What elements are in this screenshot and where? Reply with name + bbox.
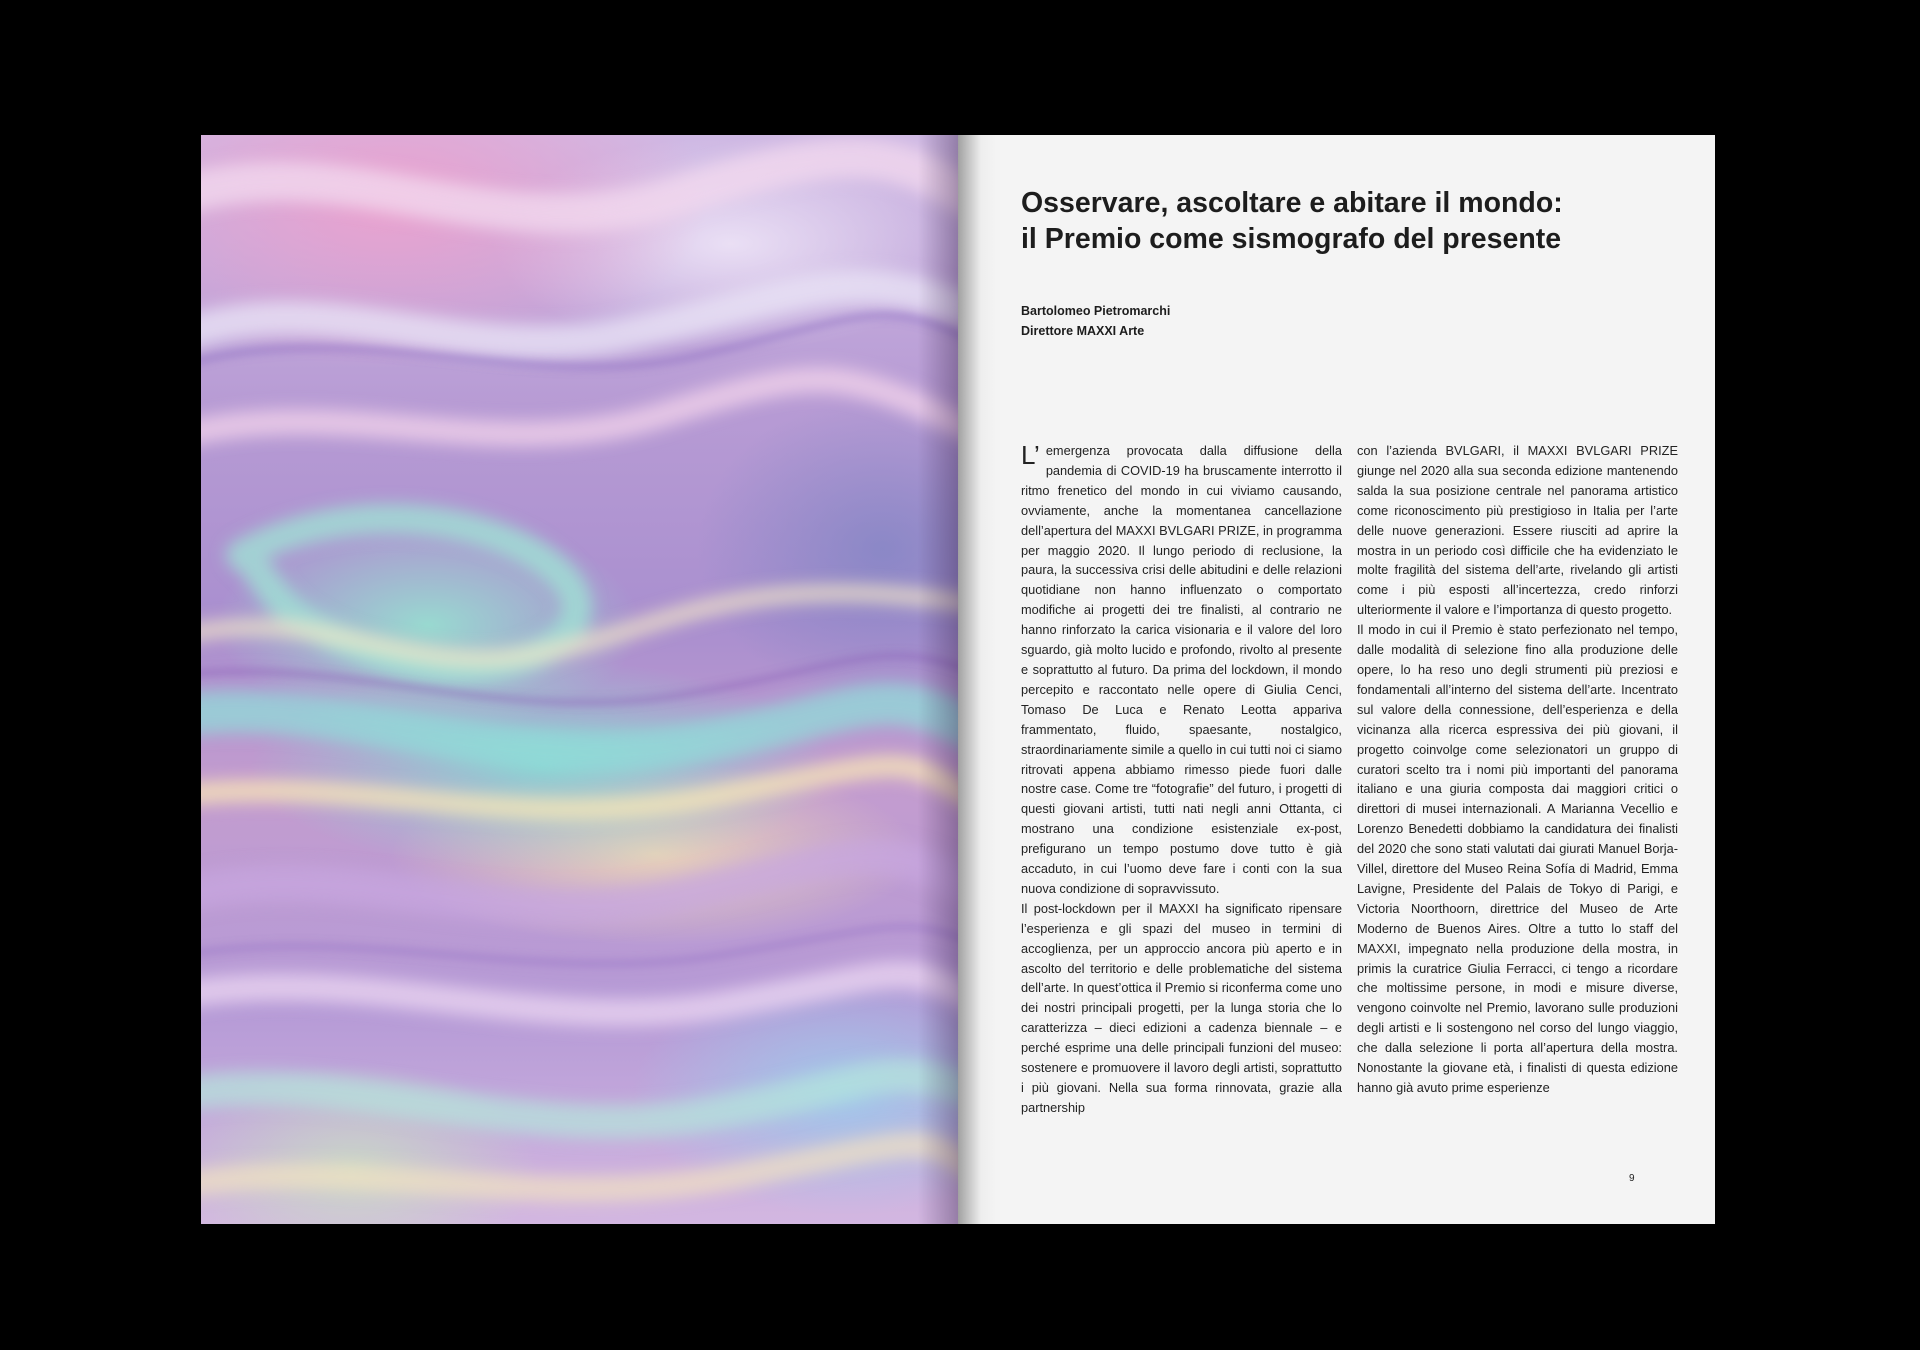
author-name: Bartolomeo Pietromarchi (1021, 304, 1171, 318)
article-page (958, 135, 1715, 1224)
paragraph: Il modo in cui il Premio è stato perfezionato nel tempo, dalle modalità di selezione fino alla produzione delle opere, lo ha reso uno degli strumenti più preziosi e fondamentali all’interno del sistema dell’arte. Incentrato sul valore della connessione, dell’esperienza e della vicinanza alla ricerca espressiva dei più giovani, il progetto coinvolge come selezionatori un gruppo di curatori scelto tra i nomi più importanti del panorama italiano e una giuria composta dai maggiori critici o direttori di musei internazionali. A Marianna Vecellio e Lorenzo Benedetti dobbiamo la candidatura dei finalisti del 2020 che sono stati valutati dai giurati Manuel Borja-Villel, direttore del Museo Reina Sofía di Madrid, Emma Lavigne, Presidente del Palais de Tokyo di Parigi, e Victoria Noorthoorn, direttrice del Museo de Arte Moderno de Buenos Aires. Oltre a tutto lo staff del MAXXI, impegnato nella produzione della mostra, in primis la curatrice Giulia Ferracci, ci tengo a ricordare che moltissime persone, in modi e misure diverse, vengono coinvolte nel Premio, lavorano sulle produzioni degli artisti e li sostengono nel corso del lungo viaggio, che dalla selezione li porta all’apertura della mostra. Nonostante la giovane età, i finalisti di questa edizione hanno già avuto prime esperienze (1357, 622, 1678, 1095)
title-line-1: Osservare, ascoltare e abitare il mondo: (1021, 187, 1563, 219)
paragraph (1021, 441, 1342, 899)
title-line-2: il Premio come sismografo del presente (1021, 223, 1562, 255)
magazine-spread (201, 135, 1715, 1224)
left-gutter-shadow (918, 135, 958, 1224)
text-column-1 (1021, 441, 1342, 1118)
paragraph: Il post-lockdown per il MAXXI ha significato ripensare l’esperienza e gli spazi del museo in termini di accoglienza, per un approccio ancora più aperto e in ascolto del territorio e delle problematiche del sistema dell’arte. In quest’ottica il Premio si riconferma come uno dei nostri principali progetti, per la lunga storia che lo caratterizza – dieci edizioni a cadenza biennale – e perché esprime una delle principali funzioni del museo: sostenere e promuovere il lavoro degli artisti, soprattutto i più giovani. Nella sua forma rinnovata, grazie alla partnership (1021, 900, 1342, 1115)
text-column-2 (1357, 441, 1678, 1098)
byline (1021, 301, 1170, 341)
page-number: 9 (1629, 1173, 1635, 1184)
article-title (1021, 185, 1641, 257)
paragraph: con l’azienda BVLGARI, il MAXXI BVLGARI PRIZE giunge nel 2020 alla sua seconda edizione mantenendo salda la sua posizione centrale nel panorama artistico come riconoscimento più prestigioso in Italia per l’arte delle nuove generazioni. Essere riusciti ad aprire la mostra in un periodo così difficile che ha evidenziato le molte fragilità del sistema dell’arte, rivelando gli artisti come i più esposti all’incertezza, credo rinforzi ulteriormente il valore e l’importanza di questo progetto. (1357, 443, 1678, 618)
author-role: Direttore MAXXI Arte (1021, 324, 1145, 338)
right-gutter-shadow (958, 135, 996, 1224)
holographic-image-page (201, 135, 958, 1224)
drop-cap: L’ (1021, 440, 1040, 470)
paragraph-text: emergenza provocata dalla diffusione della pandemia di COVID-19 ha bruscamente interrotto il ritmo frenetico del mondo in cui viviamo causando, ovviamente, anche la momentanea cancellazione dell’apertura del MAXXI BVLGARI PRIZE, in programma per maggio 2020. Il lungo periodo di reclusione, la paura, la successiva crisi delle abitudini e delle relazioni quotidiane non hanno influenzato o comportato modifiche ai progetti dei tre finalisti, al contrario ne hanno rinforzato la carica visionaria e il valore del loro sguardo, già molto lucido e profondo, rivolto al presente e soprattutto al futuro. Da prima del lockdown, il mondo percepito e raccontato nelle opere di Giulia Cenci, Tomaso De Luca e Renato Leotta appariva frammentato, fluido, spaesante, nostalgico, straordinariamente simile a quello in cui tutti noi ci siamo ritrovati appena abbiamo rimesso piede fuori dalle nostre case. Come tre “fotografie” del futuro, i progetti di questi giovani artisti, tutti nati negli anni Ottanta, ci mostrano una condizione esistenziale ex-post, prefigurano un tempo postumo dove tutto è già accaduto, in cui l’uomo deve fare i conti con la sua nuova condizione di sopravvissuto. (1021, 443, 1342, 896)
holographic-swirl-image (201, 135, 958, 1224)
